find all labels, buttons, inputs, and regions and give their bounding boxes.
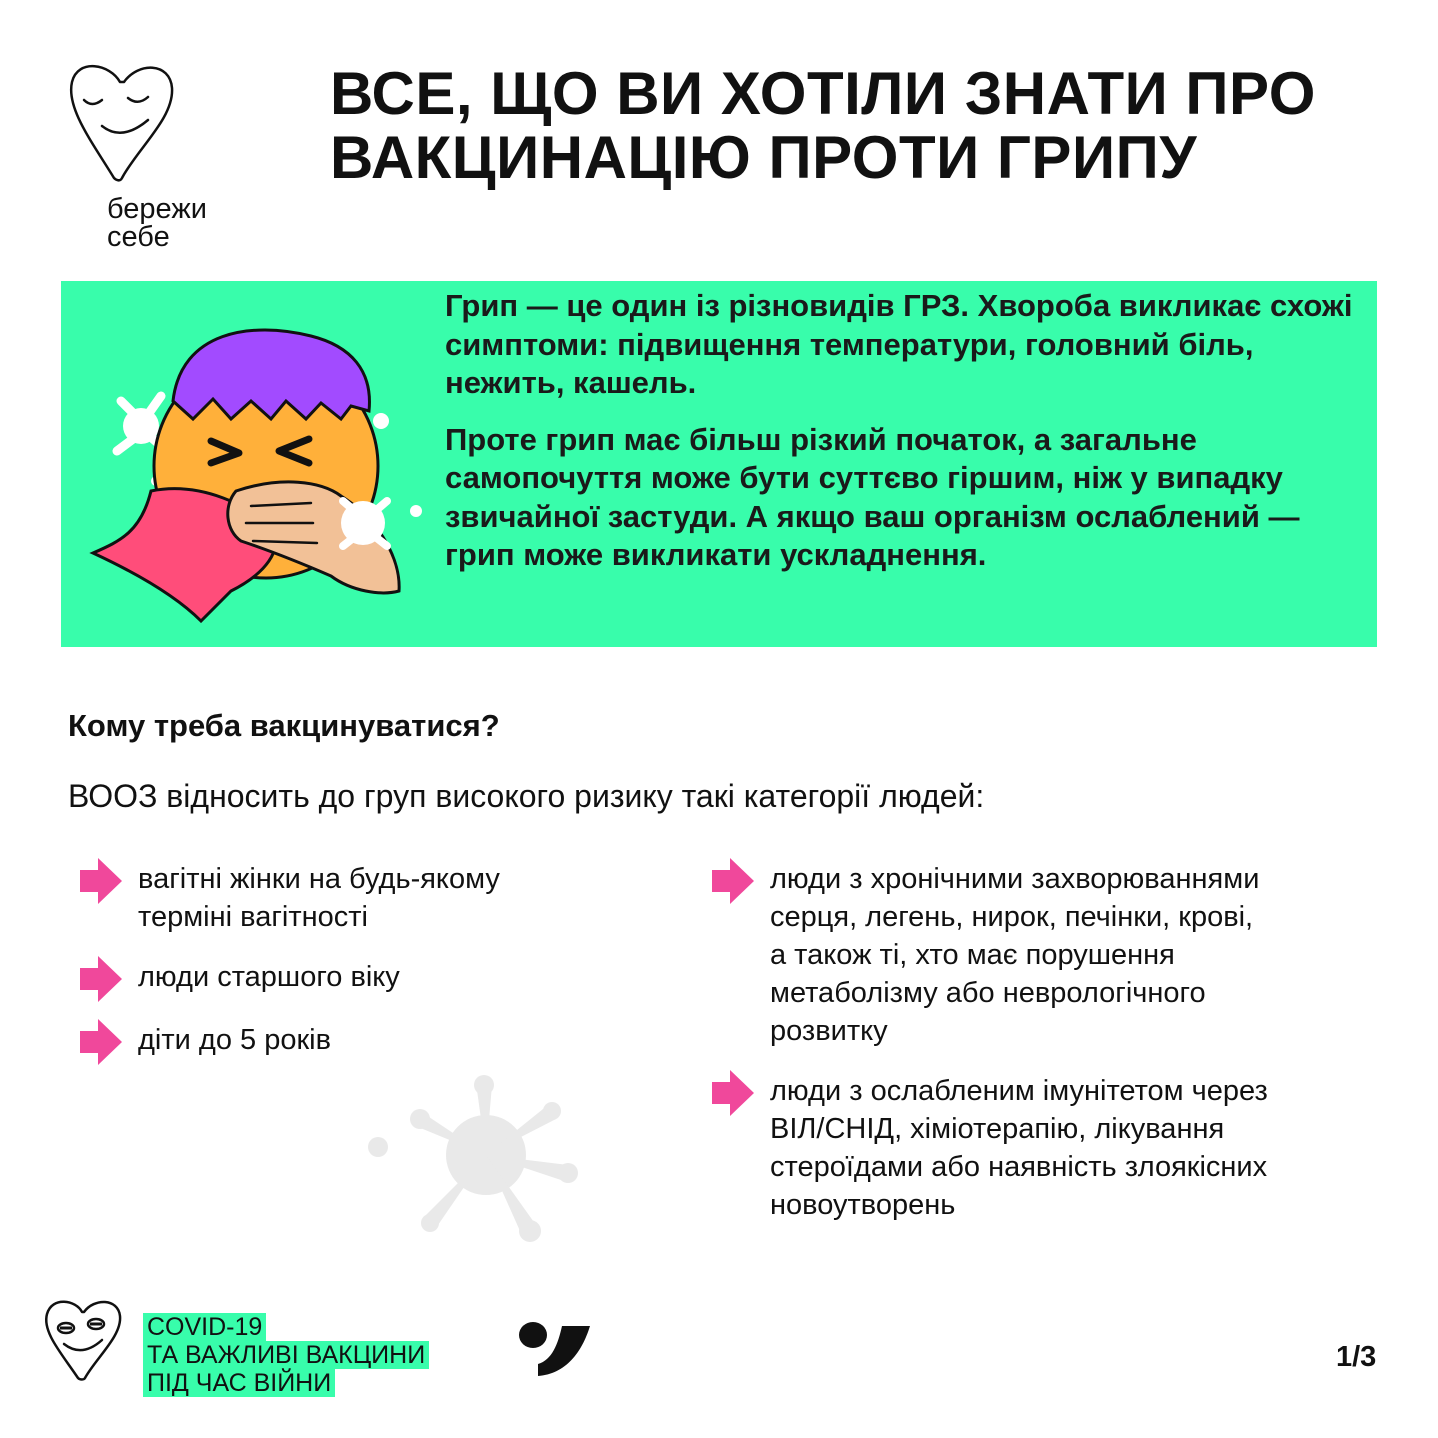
intro-paragraph: Грип — це один із різновидів ГРЗ. Хвороба викликає схожі симптоми: підвищення температури, головний біль, нежить, кашель. xyxy=(445,288,1353,400)
brand-name-line2: себе xyxy=(107,221,170,253)
list-item xyxy=(78,958,400,1004)
list-item-line: ВІЛ/СНІД, хіміотерапію, лікування xyxy=(770,1113,1225,1145)
arrow-right-icon xyxy=(710,856,756,906)
list-item-line: вагітні жінки на будь-якому xyxy=(138,863,500,895)
page-title xyxy=(330,62,1390,190)
sneezing-person-illustration xyxy=(81,291,461,641)
list-item-line: метаболізму або неврологічного xyxy=(770,977,1206,1009)
intro-text xyxy=(445,287,1365,593)
list-item xyxy=(710,860,1259,1050)
section-subtitle: ВООЗ відносить до груп високого ризику такі категорії людей: xyxy=(68,778,985,814)
smiling-heart-icon xyxy=(62,60,182,190)
list-item-line: терміні вагітності xyxy=(138,901,368,933)
arrow-right-icon xyxy=(78,954,124,1004)
virus-splat-icon xyxy=(368,1075,598,1250)
list-item-line: люди з ослабленим імунітетом через xyxy=(770,1075,1268,1107)
campaign-label xyxy=(143,1313,429,1397)
brand-logo xyxy=(62,60,242,253)
list-item-line: люди старшого віку xyxy=(138,961,400,993)
list-item-line: розвитку xyxy=(770,1015,888,1047)
arrow-right-icon xyxy=(710,1068,756,1118)
page-title-line2: ВАКЦИНАЦІЮ ПРОТИ ГРИПУ xyxy=(330,124,1198,191)
winking-heart-icon xyxy=(42,1298,124,1384)
list-item-text xyxy=(770,860,1259,1050)
list-item xyxy=(78,860,500,936)
arrow-right-icon xyxy=(78,856,124,906)
campaign-label-line1: COVID-19 xyxy=(143,1313,266,1341)
list-item xyxy=(710,1072,1268,1224)
list-item-text xyxy=(138,1021,331,1059)
intro-paragraph: Проте грип має більш різкий початок, а загальне самопочуття може бути суттєво гіршим, ніж у випадку звичайної застуди. А якщо ваш організм ослаблений — грип може викликати ускладнення. xyxy=(445,421,1300,572)
list-item-line: стероїдами або наявність злоякісних xyxy=(770,1151,1268,1183)
list-item-line: діти до 5 років xyxy=(138,1024,331,1056)
section-heading: Кому треба вакцинуватися? xyxy=(68,708,500,743)
list-item-text xyxy=(138,860,500,936)
partner-logo xyxy=(516,1320,592,1378)
campaign-label-line3: ПІД ЧАС ВІЙНИ xyxy=(143,1369,335,1397)
list-item-line: а також ті, хто має порушення xyxy=(770,939,1175,971)
intro-panel xyxy=(61,281,1377,647)
list-item-line: новоутворень xyxy=(770,1189,956,1221)
list-item-line: люди з хронічними захворюваннями xyxy=(770,863,1260,895)
list-item xyxy=(78,1021,331,1067)
list-item-line: серця, легень, нирок, печінки, крові, xyxy=(770,901,1254,933)
list-item-text xyxy=(770,1072,1268,1224)
arrow-right-icon xyxy=(78,1017,124,1067)
campaign-label-line2: ТА ВАЖЛИВІ ВАКЦИНИ xyxy=(143,1341,429,1369)
brand-name xyxy=(107,195,207,251)
page-number: 1/3 xyxy=(1336,1341,1377,1373)
brand-name-line1: бережи xyxy=(107,193,207,225)
list-item-text xyxy=(138,958,400,996)
page-title-line1: ВСЕ, ЩО ВИ ХОТІЛИ ЗНАТИ ПРО xyxy=(330,60,1316,127)
